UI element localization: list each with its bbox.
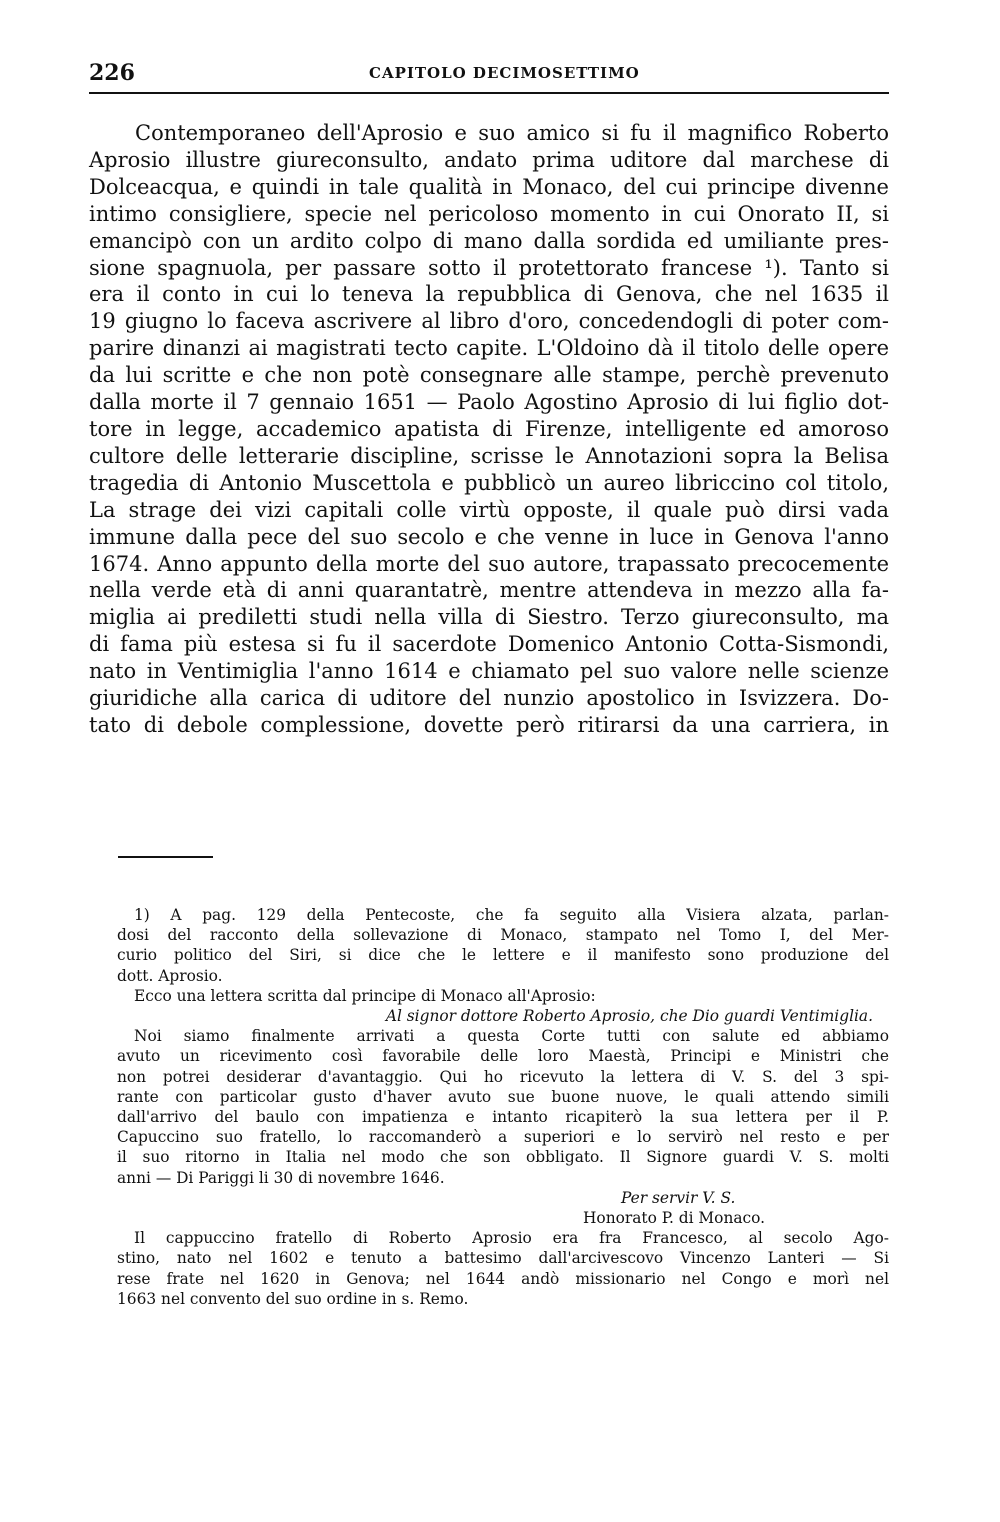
body-line: dalla morte il 7 gennaio 1651 — Paolo Agostino Aprosio di lui figlio dot- [89, 390, 889, 415]
footnote-line: 1663 nel convento del suo ordine in s. Remo. [117, 1289, 469, 1308]
body-line: nato in Ventimiglia l'anno 1614 e chiamato pel suo valore nelle scienze [89, 659, 889, 684]
footnote-line: Il cappuccino fratello di Roberto Aprosio era fra Francesco, al secolo Ago- [134, 1229, 889, 1248]
letter-signature: Honorato P. di Monaco. [583, 1209, 766, 1228]
body-line: tragedia di Antonio Muscettola e pubblicò un aureo libriccino col titolo, [89, 470, 889, 495]
body-line: Contemporaneo dell'Aprosio e suo amico si fu il magnifico Roberto [135, 121, 889, 145]
footnote-line: 1) A pag. 129 della Pentecoste, che fa seguito alla Visiera alzata, parlan- [134, 906, 889, 924]
body-line: La strage dei vizi capitali colle virtù opposte, il quale può dirsi vada [89, 497, 889, 522]
letter-address: Al signor dottore Roberto Aprosio, che Dio guardi Ventimiglia. [385, 1007, 873, 1026]
body-line: di fama più estesa si fu il sacerdote Domenico Antonio Cotta-Sismondi, [89, 632, 889, 657]
body-line: era il conto in cui lo teneva la repubblica di Genova, che nel 1635 il [89, 282, 889, 307]
body-line: parire dinanzi ai magistrati tecto capite. L'Oldoino dà il titolo delle opere [89, 336, 889, 361]
body-line: tore in legge, accademico apatista di Firenze, intelligente ed amoroso [89, 416, 889, 441]
footnote-line: dall'arrivo del baulo con impatienza e intanto ricapiterò la sua lettera per il P. [117, 1108, 889, 1127]
body-line: miglia ai prediletti studi nella villa di Siestro. Terzo giureconsulto, ma [89, 605, 889, 630]
footnotes [117, 905, 889, 1309]
footnote-line: non potrei desiderar d'avantaggio. Qui ho ricevuto la lettera di V. S. del 3 spi- [117, 1067, 889, 1086]
body-line: sione spagnuola, per passare sotto il protettorato francese ¹). Tanto si [89, 255, 889, 280]
body-line: Dolceacqua, e quindi in tale qualità in Monaco, del cui principe divenne [89, 174, 889, 199]
body-line: intimo consigliere, specie nel pericoloso momento in cui Onorato II, si [89, 201, 889, 226]
footnote-line: stino, nato nel 1602 e tenuto a battesimo dall'arcivescovo Vincenzo Lanteri — Si [117, 1249, 889, 1268]
body-line: immune dalla pece del suo secolo e che venne in luce in Genova l'anno [89, 524, 889, 549]
footnote-line: Ecco una lettera scritta dal principe di Monaco all'Aprosio: [134, 986, 596, 1005]
footnote-rule [118, 856, 213, 858]
header-rule [89, 92, 889, 94]
footnote-line: rante con particolar gusto d'haver avuto sue buone nuove, le quali attendo simili [117, 1087, 889, 1106]
footnote-line: dott. Aprosio. [117, 966, 223, 985]
footnote-line: Noi siamo finalmente arrivati a questa Corte tutti con salute ed abbiamo [134, 1027, 889, 1046]
body-line: da lui scritte e che non potè consegnare alle stampe, perchè prevenuto [89, 363, 889, 388]
footnote-line: Capuccino suo fratello, lo raccomanderò a superiori e lo servirò nel resto e per [117, 1128, 889, 1147]
page-header [89, 60, 889, 90]
body-line: emancipò con un ardito colpo di mano dalla sordida ed umiliante pres- [89, 228, 889, 253]
body-line: tato di debole complessione, dovette però ritirarsi da una carriera, in [89, 712, 889, 737]
page-number: 226 [89, 60, 135, 86]
body-line: cultore delle letterarie discipline, scrisse le Annotazioni sopra la Belisa [89, 443, 889, 468]
body-text [89, 120, 889, 739]
body-line: 1674. Anno appunto della morte del suo autore, trapassato precocemente [89, 551, 889, 576]
letter-closing: Per servir V. S. [621, 1188, 736, 1207]
footnote-line: avuto un ricevimento così favorabile delle loro Maestà, Principi e Ministri che [117, 1047, 889, 1066]
footnote-line: rese frate nel 1620 in Genova; nel 1644 andò missionario nel Congo e morì nel [117, 1269, 889, 1288]
footnote-line: il suo ritorno in Italia nel modo che son obbligato. Il Signore guardi V. S. molti [117, 1148, 889, 1167]
body-line: Aprosio illustre giureconsulto, andato prima uditore dal marchese di [89, 147, 889, 172]
running-head: CAPITOLO DECIMOSETTIMO [369, 64, 640, 82]
body-line: nella verde età di anni quarantatrè, mentre attendeva in mezzo alla fa- [89, 578, 889, 603]
footnote-line: dosi del racconto della sollevazione di Monaco, stampato nel Tomo I, del Mer- [117, 926, 889, 945]
body-line: giuridiche alla carica di uditore del nunzio apostolico in Isvizzera. Do- [89, 686, 889, 711]
body-line: 19 giugno lo faceva ascrivere al libro d'oro, concedendogli di poter com- [89, 309, 889, 334]
footnote-line: anni — Di Pariggi li 30 di novembre 1646. [117, 1168, 445, 1187]
footnote-line: curio politico del Siri, si dice che le lettere e il manifesto sono produzione del [117, 946, 889, 965]
